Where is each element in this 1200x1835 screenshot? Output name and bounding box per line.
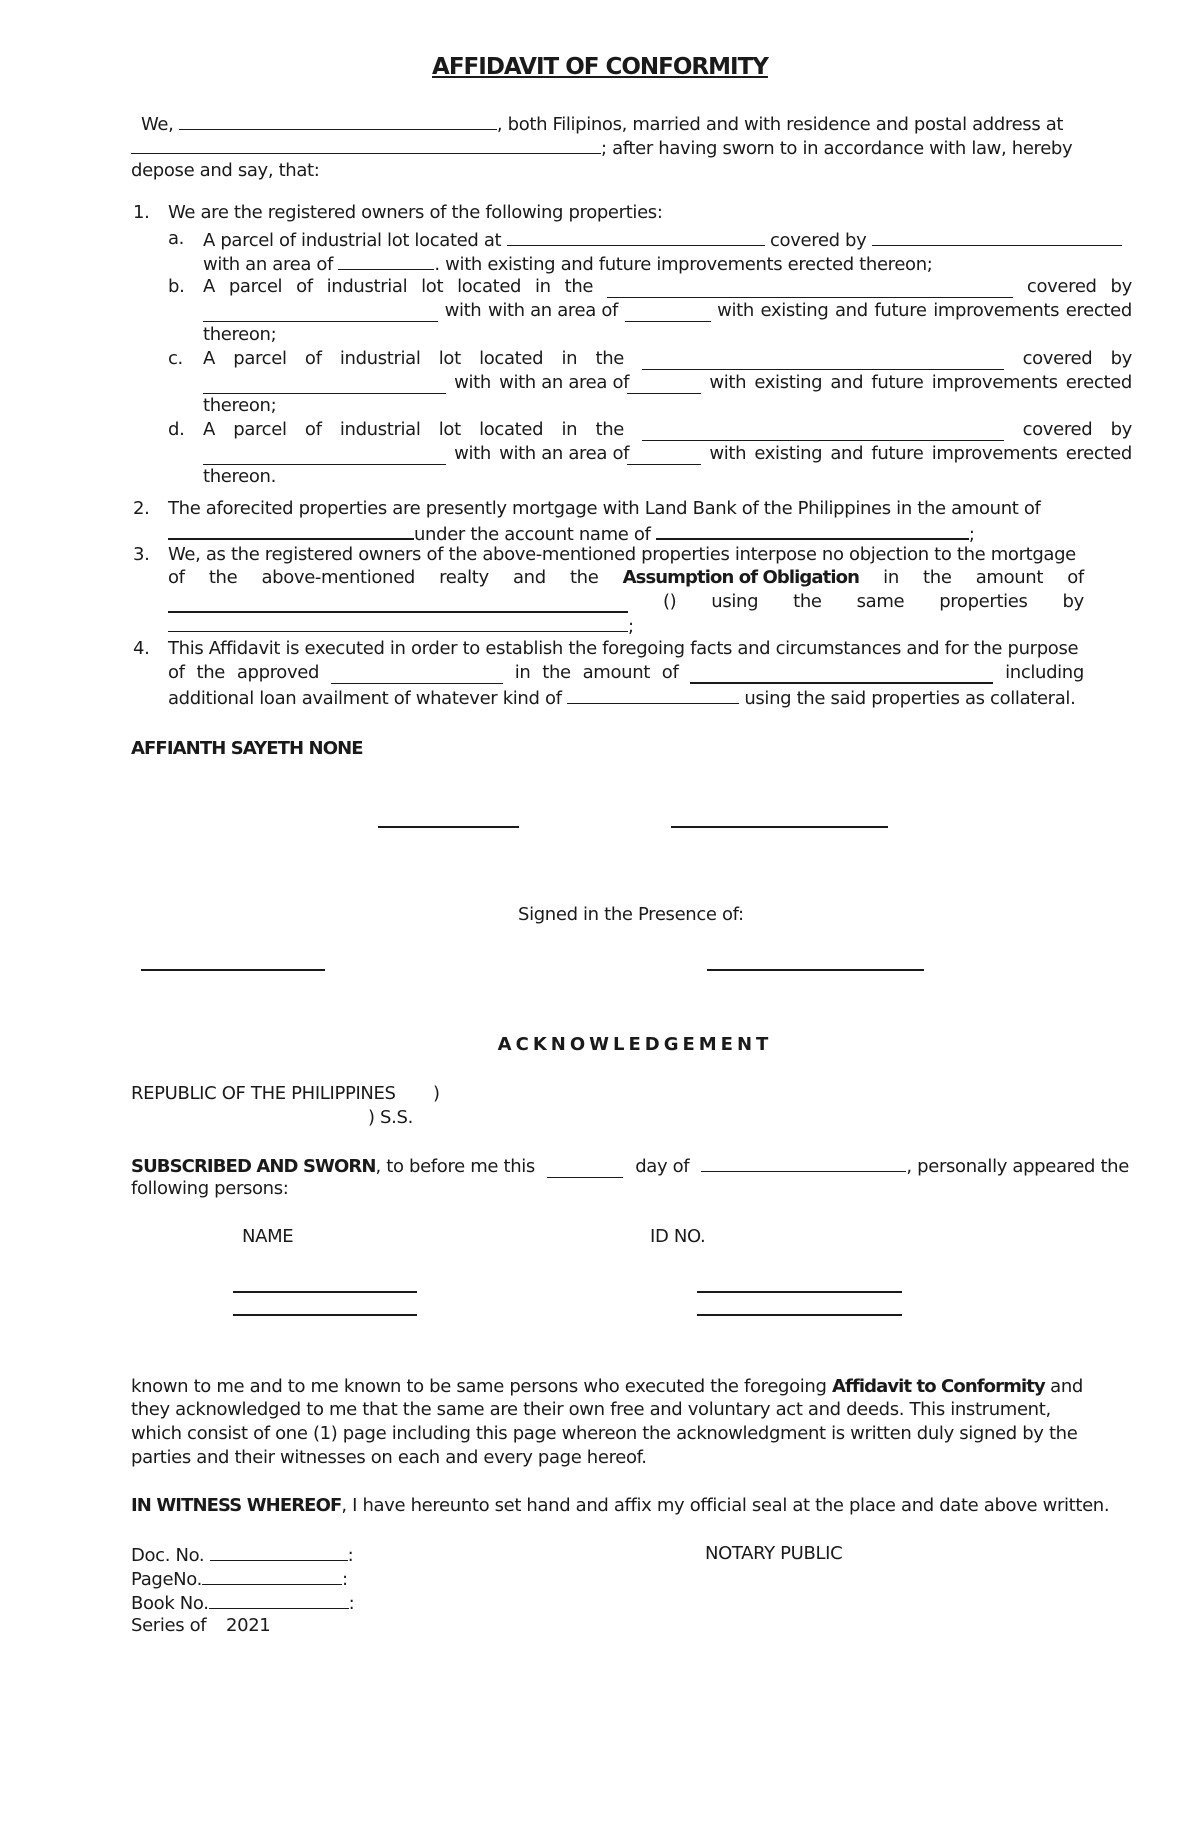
republic-paren: ) bbox=[433, 1083, 440, 1104]
item-d-line-2: with with an area of with existing and future improvements erected bbox=[203, 442, 1132, 465]
address-blank bbox=[131, 135, 601, 154]
book-no: Book No. : bbox=[131, 1590, 354, 1615]
id-line-1 bbox=[697, 1291, 902, 1293]
item-d-line-1: A parcel of industrial lot located in the covered by bbox=[203, 419, 1132, 440]
series-year: 2021 bbox=[226, 1615, 271, 1636]
item-c-line-2: with with an area of with existing and future improvements erected bbox=[203, 371, 1132, 394]
item-b-line-2: with with an area of with existing and future improvements erected bbox=[203, 299, 1132, 322]
ss-label: ) S.S. bbox=[368, 1107, 413, 1128]
page-no: PageNo. : bbox=[131, 1566, 348, 1591]
doc-no: Doc. No. : bbox=[131, 1542, 353, 1567]
id-line-2 bbox=[697, 1314, 902, 1316]
known-line-4: parties and their witnesses on each and every page hereof. bbox=[131, 1447, 647, 1468]
item-2-number: 2. bbox=[133, 498, 150, 519]
name-line-1 bbox=[233, 1291, 417, 1293]
item-d-marker: d. bbox=[168, 419, 185, 440]
item-c-line-3: thereon; bbox=[203, 395, 277, 416]
series-of: Series of bbox=[131, 1615, 207, 1636]
in-witness-whereof: IN WITNESS WHEREOF, I have hereunto set hand and affix my official seal at the place and date above written. bbox=[131, 1495, 1110, 1516]
document-title: AFFIDAVIT OF CONFORMITY bbox=[432, 54, 768, 80]
acknowledgement-title: ACKNOWLEDGEMENT bbox=[497, 1034, 773, 1055]
witness-signature-line-1 bbox=[141, 969, 325, 971]
item-a-line-1: A parcel of industrial lot located at covered by bbox=[203, 227, 1122, 252]
item-a-line-2: with an area of . with existing and future improvements erected thereon; bbox=[203, 251, 933, 276]
item-b-line-1: A parcel of industrial lot located in the covered by bbox=[203, 276, 1132, 297]
republic-label: REPUBLIC OF THE PHILIPPINES bbox=[131, 1083, 396, 1104]
affiant-signature-line-2 bbox=[671, 826, 888, 828]
item-d-line-3: thereon. bbox=[203, 466, 276, 487]
affiant-statement: AFFIANTH SAYETH NONE bbox=[131, 738, 363, 759]
subscribed-line-2: following persons: bbox=[131, 1178, 289, 1199]
known-line-2: they acknowledged to me that the same are their own free and voluntary act and deeds. This instrument, bbox=[131, 1399, 1051, 1420]
item-3-line-3: () using the same properties by bbox=[168, 590, 1084, 613]
column-name-label: NAME bbox=[242, 1226, 294, 1247]
assumption-of-obligation: Assumption of Obligation bbox=[622, 567, 860, 588]
item-1-number: 1. bbox=[133, 202, 150, 223]
item-b-line-3: thereon; bbox=[203, 324, 277, 345]
item-2-line-2: under the account name of ; bbox=[168, 520, 975, 546]
intro-line-3: depose and say, that: bbox=[131, 160, 320, 181]
item-3-line-4: ; bbox=[168, 613, 634, 638]
signed-in-presence: Signed in the Presence of: bbox=[518, 904, 744, 925]
known-line-1: known to me and to me known to be same persons who executed the foregoing Affidavit to Conformity and bbox=[131, 1376, 1083, 1397]
item-b-marker: b. bbox=[168, 276, 185, 297]
item-4-line-3: additional loan availment of whatever kind of using the said properties as collateral. bbox=[168, 685, 1075, 710]
intro-line-1: We, , both Filipinos, married and with residence and postal address at bbox=[141, 111, 1063, 136]
name-line-2 bbox=[233, 1314, 417, 1316]
intro-line-2: ; after having sworn to in accordance with law, hereby bbox=[131, 135, 1072, 160]
known-line-3: which consist of one (1) page including this page whereon the acknowledgment is written duly signed by the bbox=[131, 1423, 1078, 1444]
item-2-line-1: The aforecited properties are presently mortgage with Land Bank of the Philippines in the amount of bbox=[168, 498, 1041, 519]
subscribed-line-1: SUBSCRIBED AND SWORN, to before me this day of , personally appeared the bbox=[131, 1153, 1129, 1178]
column-id-label: ID NO. bbox=[650, 1226, 706, 1247]
item-c-marker: c. bbox=[168, 348, 183, 369]
item-4-line-2: of the approved in the amount of including bbox=[168, 662, 1084, 683]
item-c-line-1: A parcel of industrial lot located in the covered by bbox=[203, 348, 1132, 369]
affiant-signature-line-1 bbox=[378, 826, 519, 828]
item-3-line-1: We, as the registered owners of the above-mentioned properties interpose no objection to the mortgage bbox=[168, 544, 1076, 565]
item-a-marker: a. bbox=[168, 228, 185, 249]
witness-signature-line-2 bbox=[707, 969, 924, 971]
item-4-number: 4. bbox=[133, 638, 150, 659]
item-4-line-1: This Affidavit is executed in order to establish the foregoing facts and circumstances and for the purpose bbox=[168, 638, 1079, 659]
item-1-text: We are the registered owners of the following properties: bbox=[168, 202, 663, 223]
names-blank bbox=[179, 111, 497, 130]
item-3-number: 3. bbox=[133, 544, 150, 565]
item-3-line-2: of the above-mentioned realty and the Assumption of Obligation in the amount of bbox=[168, 567, 1084, 588]
notary-public: NOTARY PUBLIC bbox=[705, 1543, 843, 1564]
